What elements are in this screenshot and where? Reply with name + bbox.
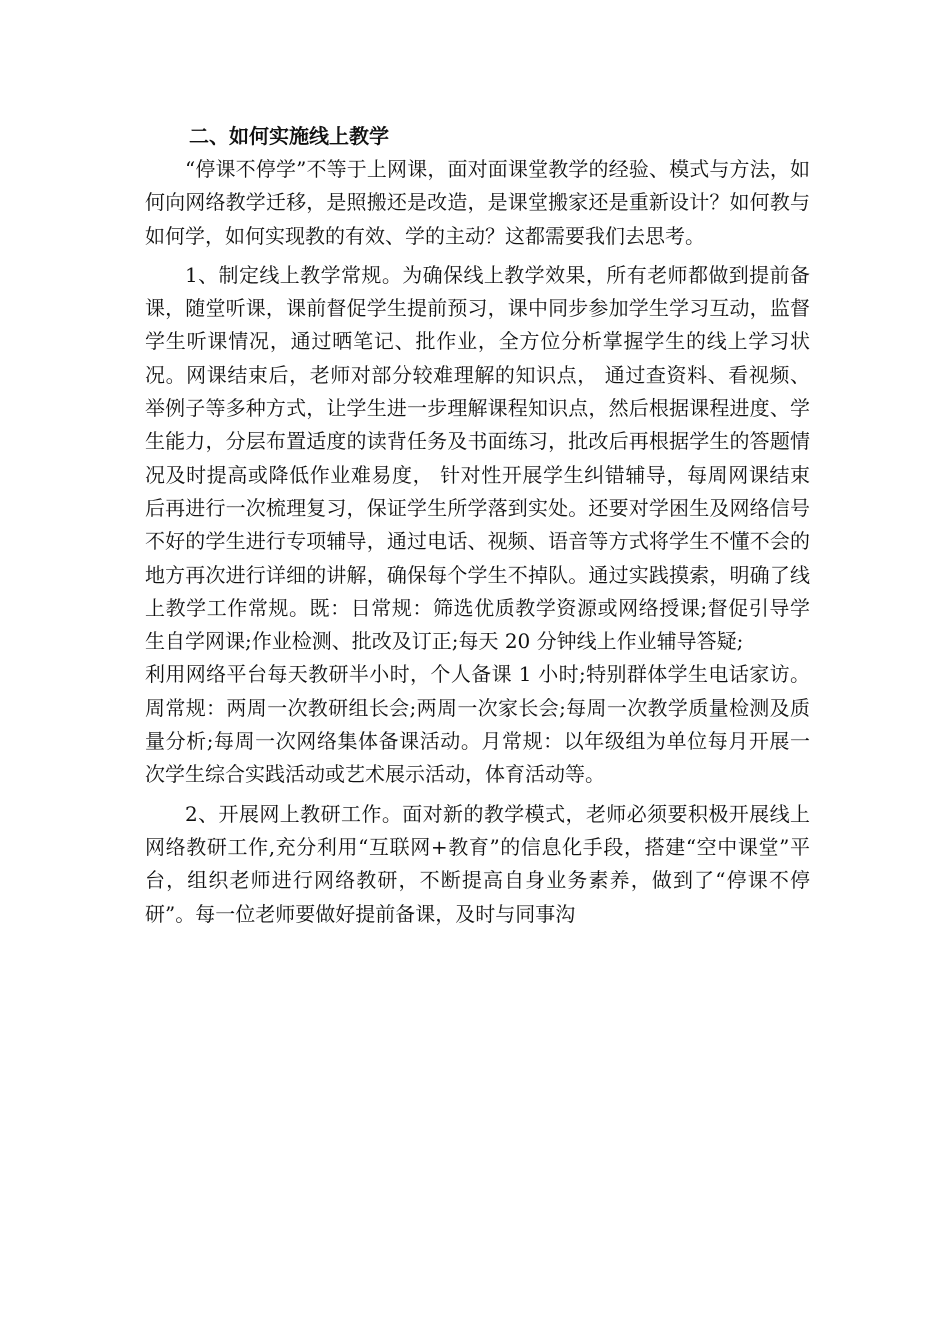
routine-paragraph: 1、制定线上教学常规。为确保线上教学效果，所有老师都做到提前备课，随堂听课，课前督促学生提前预习，课中同步参加学生学习互动，监督学生听课情况，通过晒笔记、批作业，全方位分析掌握学生的线上学习状况。网课结束后，老师对部分较难理解的知识点， 通过查资料、看视频、举例子等多种方式，让学生进一步理解课程知识点，然后根据课程进度、学生能力，分层布置适度的读背任务及书面练习，批改后再根据学生的答题情况及时提高或降低作业难易度， 针对性开展学生纠错辅导，每周网课结束后再进行一次梳理复习，保证学生所学落到实处。还要对学困生及网络信号不好的学生进行专项辅导，通过电话、视频、语音等方式将学生不懂不会的地方再次进行详细的讲解，确保每个学生不掉队。通过实践摸索，明确了线上教学工作常规。既：日常规：筛选优质教学资源或网络授课;督促引导学生自学网课;作业检测、批改及订正;每天 20 分钟线上作业辅导答疑; [145, 262, 810, 654]
document-page [145, 120, 810, 931]
research-paragraph: 2、开展网上教研工作。面对新的教学模式，老师必须要积极开展线上网络教研工作,充分利用“互联网+教育”的信息化手段，搭建“空中课堂”平台，组织老师进行网络教研，不断提高自身业务素养，做到了“停课不停研”。每一位老师要做好提前备课，及时与同事沟 [145, 801, 810, 926]
intro-paragraph: “停课不停学”不等于上网课，面对面课堂教学的经验、模式与方法，如何向网络教学迁移，是照搬还是改造，是课堂搬家还是重新设计？如何教与如何学，如何实现教的有效、学的主动？这都需要我们去思考。 [145, 157, 810, 248]
section-heading: 二、如何实施线上教学 [189, 124, 389, 148]
routine-continuation-paragraph: 利用网络平台每天教研半小时，个人备课 1 小时;特别群体学生电话家访。周常规：两周一次教研组长会;两周一次家长会;每周一次教学质量检测及质量分析;每周一次网络集体备课活动。月常规：以年级组为单位每月开展一次学生综合实践活动或艺术展示活动，体育活动等。 [145, 662, 810, 787]
